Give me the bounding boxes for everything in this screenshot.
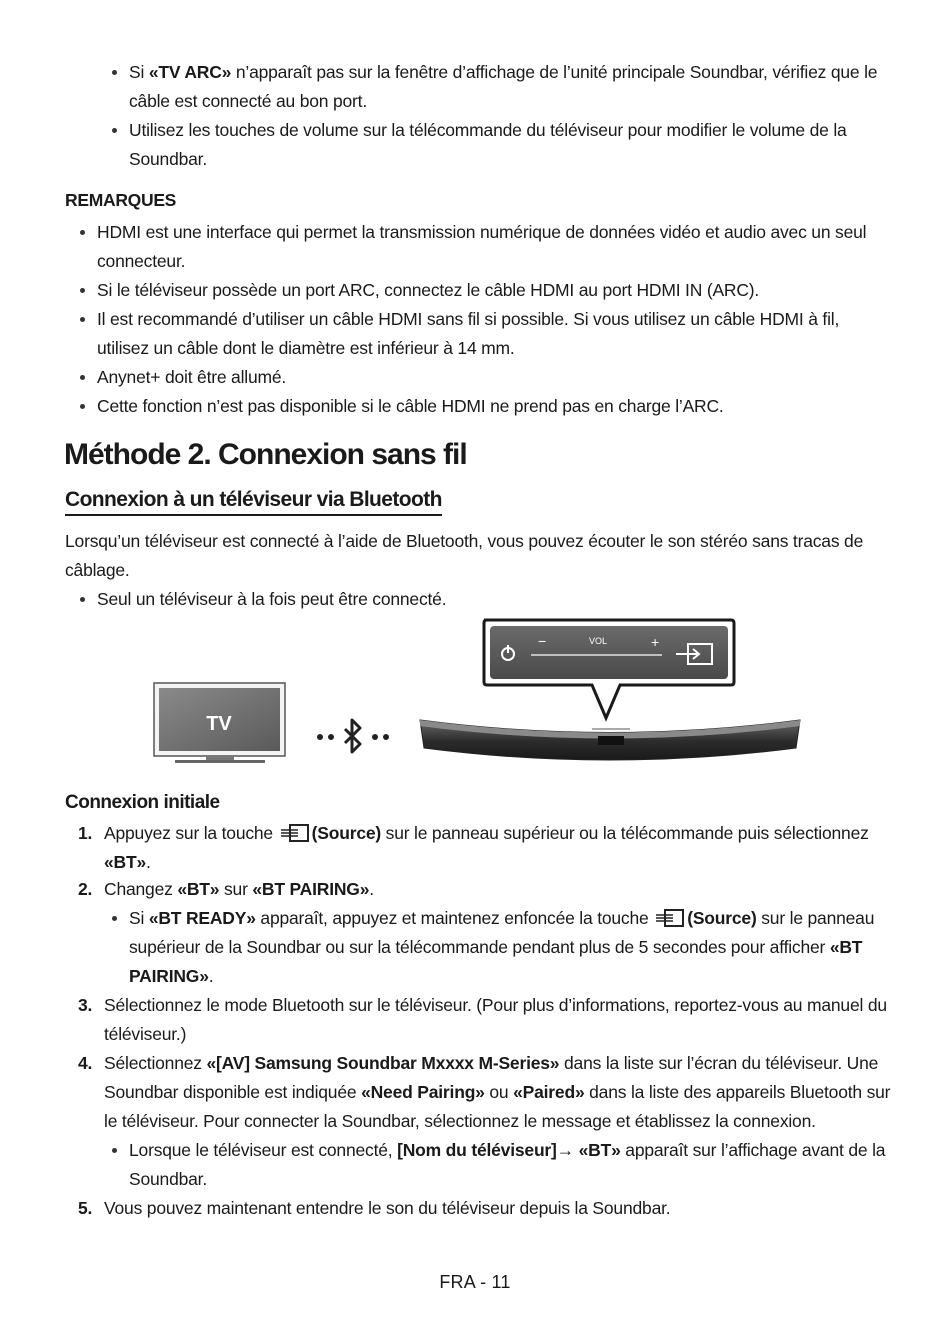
steps-list <box>78 819 894 1223</box>
list-item: Lorsque le téléviseur est connecté, [Nom du téléviseur]→ «BT» apparaît sur l’affichage avant de la Soundbar. <box>129 1136 894 1194</box>
page-number: FRA - 11 <box>439 1272 511 1292</box>
step-item: 2. Changez «BT» sur «BT PAIRING». Si «BT READY» apparaît, appuyez et maintenez enfoncée la touche (Source) sur le panneau supérieur de la Soundbar ou sur la télécommande pendant plus de 5 secondes pour afficher «BT PAIRING». <box>104 875 894 991</box>
initial-connection-heading: Connexion initiale <box>65 792 220 813</box>
list-item: Seul un téléviseur à la fois peut être connecté. <box>97 585 877 614</box>
tv-icon <box>154 683 285 763</box>
list-item: Il est recommandé d’utiliser un câble HDMI sans fil si possible. Si vous utilisez un câble HDMI à fil, utilisez un câble dont le diamètre est inférieur à 14 mm. <box>97 305 877 363</box>
source-icon <box>655 908 685 928</box>
step-sub-list <box>129 904 894 991</box>
top-bullet-list <box>129 58 899 174</box>
remarques-heading: REMARQUES <box>65 190 177 210</box>
list-item: Anynet+ doit être allumé. <box>97 363 877 392</box>
step-item: 5. Vous pouvez maintenant entendre le son du téléviseur depuis la Soundbar. <box>78 1198 671 1218</box>
volume-minus-label: − <box>538 633 547 649</box>
step-item: 3. Sélectionnez le mode Bluetooth sur le téléviseur. (Pour plus d’informations, reportez-vous au manuel du téléviseur.) <box>78 995 887 1044</box>
list-item: Si «BT READY» apparaît, appuyez et maintenez enfoncée la touche (Source) sur le panneau supérieur de la Soundbar ou sur la télécommande pendant plus de 5 secondes pour afficher «BT PAIRING». <box>129 904 894 991</box>
step-item: 1. Appuyez sur la touche (Source) sur le panneau supérieur ou la télécommande puis sélectionnez «BT». <box>78 823 869 872</box>
source-icon <box>280 823 310 843</box>
tv-label: TV <box>206 713 232 735</box>
soundbar-top-panel-callout <box>484 620 734 718</box>
step-sub-list <box>129 1136 894 1194</box>
list-item: Si le téléviseur possède un port ARC, connectez le câble HDMI au port HDMI IN (ARC). <box>97 276 877 305</box>
list-item: Utilisez les touches de volume sur la télécommande du téléviseur pour modifier le volume de la Soundbar. <box>129 116 899 174</box>
bluetooth-connection-illustration <box>0 610 950 780</box>
section-title: Connexion à un téléviseur via Bluetooth <box>65 488 442 516</box>
bluetooth-icon <box>317 720 389 752</box>
intro-paragraph: Lorsqu’un téléviseur est connecté à l’aide de Bluetooth, vous pouvez écouter le son stéréo sans tracas de câblage. <box>65 531 864 580</box>
remarques-list <box>97 218 877 421</box>
method-title: Méthode 2. Connexion sans fil <box>64 438 467 471</box>
volume-plus-label: + <box>651 634 660 650</box>
volume-label: VOL <box>588 636 608 646</box>
list-item: HDMI est une interface qui permet la transmission numérique de données vidéo et audio avec un seul connecteur. <box>97 218 877 276</box>
soundbar-icon <box>420 720 800 760</box>
list-item: Cette fonction n’est pas disponible si le câble HDMI ne prend pas en charge l’ARC. <box>97 392 877 421</box>
list-item: Si «TV ARC» n’apparaît pas sur la fenêtre d’affichage de l’unité principale Soundbar, vérifiez que le câble est connecté au bon port. <box>129 58 899 116</box>
step-item: 4. Sélectionnez «[AV] Samsung Soundbar Mxxxx M-Series» dans la liste sur l’écran du téléviseur. Une Soundbar disponible est indiquée «Need Pairing» ou «Paired» dans la liste des appareils Bluetooth sur le téléviseur. Pour connecter la Soundbar, sélectionnez le message et établissez la connexion. Lorsque le téléviseur est connecté, [Nom du téléviseur]→ «BT» apparaît sur l’affichage avant de la Soundbar. <box>104 1049 894 1194</box>
